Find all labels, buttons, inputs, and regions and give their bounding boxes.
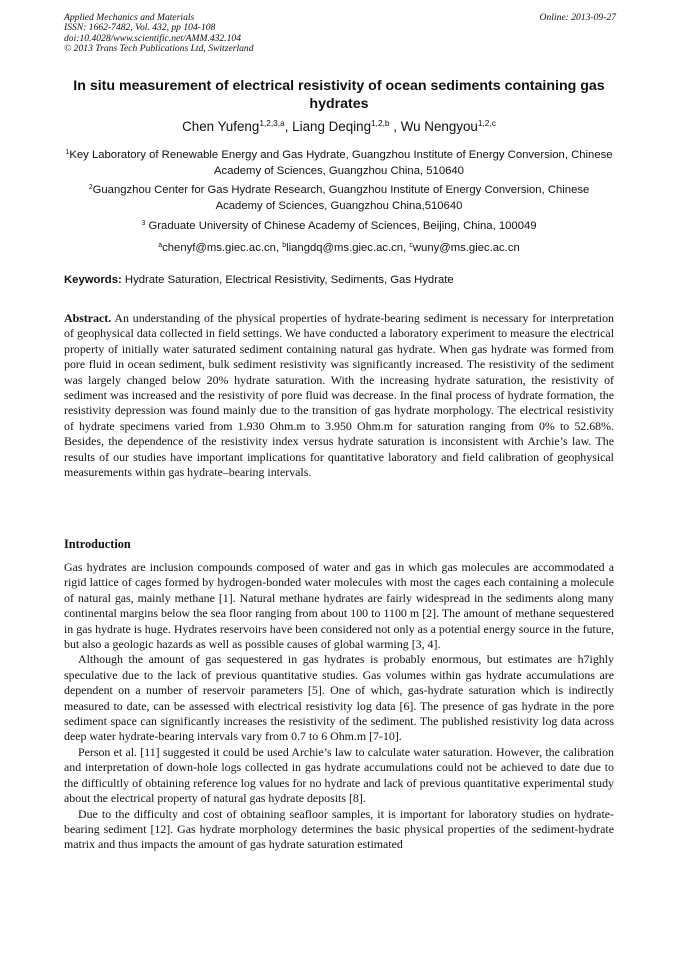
paper-title: In situ measurement of electrical resistivity of ocean sediments containing gas hydrates [73, 78, 605, 112]
affiliation-2 [64, 183, 614, 214]
email-superscript: c [409, 242, 413, 250]
author-separator: , [284, 119, 293, 134]
affiliation-text: Graduate University of Chinese Academy of Sciences, Beijing, China, 100049 [145, 220, 537, 232]
author-superscript: 1,2,3,a [259, 118, 285, 129]
author-list [64, 118, 614, 135]
author-name: Chen Yufeng [182, 119, 260, 134]
abstract-label: Abstract. [64, 311, 112, 325]
email-list [64, 241, 614, 257]
abstract [64, 311, 614, 480]
keywords-line [64, 273, 624, 288]
affiliation-1 [64, 148, 614, 179]
paragraph: Gas hydrates are inclusion compounds composed of water and gas in which gas molecules are accommodated a rigid lattice of cages formed by hydrogen-bonded water molecules with most the cages each containing a molecule of natural gas, mainly methane [1]. Natural methane hydrates are fairly widespread in the sediments along many continental margins below the sea floor ranging from about 100 to 1100 m [2]. The amount of methane sequestered in gas hydrate is huge. Hydrates reservoirs have been considered not only as a potential energy source in the future, but also a geologic hazards as well as possible causes of global warming [3, 4]. [64, 560, 614, 652]
email-superscript: a [158, 242, 163, 250]
keywords-text: Hydrate Saturation, Electrical Resistivity, Sediments, Gas Hydrate [121, 274, 454, 286]
author-separator: , [389, 119, 401, 134]
abstract-text: An understanding of the physical properties of hydrate-bearing sediment is necessary for interpretation of geophysical data collected in field settings. We have conducted a laboratory experiment to measure the electrical property of initially water saturated sediment containing natural gas hydrate. When gas hydrate was formed from pore fluid in ocean sediment, bulk sediment resistivity was significantly increased. The resistivity of the sediment was largely changed below 20% hydrate saturation. With the increasing hydrate saturation, the resistivity of sediment was increased and the resistivity of pore fluid was decrease. In the final process of hydrate formation, the resistivity depression was found mainly due to the transition of gas hydrate morphology. The electrical resistivity of hydrate specimens varied from 1.930 Ohm.m to 3.950 Ohm.m for saturation ranging from 0% to 52.68%. Besides, the dependence of the resistivity index versus hydrate saturation is inconsistent with Archie’s law. The results of our studies have important implications for quantitative laboratory and field calibration of geophysical measurements within gas hydrate–bearing intervals. [64, 311, 614, 480]
affiliation-superscript: 2 [88, 184, 93, 192]
affiliation-superscript: 3 [141, 220, 146, 228]
affiliation-3 [64, 219, 614, 235]
doi-line: doi:10.4028/www.scientific.net/AMM.432.104 [64, 32, 242, 44]
affiliation-text: Guangzhou Center for Gas Hydrate Research, Guangzhou Institute of Energy Conversion, Chinese Academy of Sciences, Guangzhou China,510640 [92, 184, 590, 212]
journal-name: Applied Mechanics and Materials [64, 12, 195, 23]
issn-line: ISSN: 1662-7482, Vol. 432, pp 104-108 [64, 22, 216, 34]
online-date: Online: 2013-09-27 [539, 12, 616, 23]
keywords-label: Keywords: [64, 274, 122, 286]
paragraph: Due to the difficulty and cost of obtaining seafloor samples, it is important for laboratory studies on hydrate-bearing sediment [12]. Gas hydrate morphology determines the basic physical properties of the sediment-hydrate matrix and thus impacts the amount of gas hydrate saturation estimated [64, 806, 614, 852]
journal-header [64, 13, 616, 55]
email-address: chenyf@ms.giec.ac.cn [162, 242, 276, 254]
email-superscript: b [282, 242, 287, 250]
copyright-line: © 2013 Trans Tech Publications Ltd, Switzerland [64, 43, 254, 55]
author-superscript: 1,2,c [477, 118, 496, 129]
introduction-body [64, 560, 614, 853]
paragraph: Although the amount of gas sequestered in gas hydrates is probably enormous, but estimates are h7ighly speculative due to the lack of previous quantitative studies. Gas volumes within gas hydrate accumulations are dependent on a number of reservoir parameters [5]. One of which, gas-hydrate saturation which is indirectly measured to date, can be assessed with electrical resistivity log data [6]. The presence of gas hydrate in the pore sediment space can significantly increases the resistivity of the sediment. The published resistivity log data across deep water hydrate-bearing intervals vary from 0.7 to 6 Ohm.m [7-10]. [64, 652, 614, 744]
section-heading-introduction: Introduction [64, 537, 131, 551]
email-separator: , [403, 242, 410, 254]
author-name: Wu Nengyou [400, 119, 478, 134]
email-address: wuny@ms.giec.ac.cn [412, 242, 520, 254]
affiliation-superscript: 1 [65, 149, 70, 157]
author-superscript: 1,2,b [371, 118, 390, 129]
author-name: Liang Deqing [292, 119, 372, 134]
email-address: liangdq@ms.giec.ac.cn [286, 242, 404, 254]
affiliation-text: Key Laboratory of Renewable Energy and Gas Hydrate, Guangzhou Institute of Energy Conversion, Chinese Academy of Sciences, Guangzhou China, 510640 [69, 149, 613, 177]
email-separator: , [275, 242, 283, 254]
paragraph: Person et al. [11] suggested it could be used Archie’s law to calculate water saturation. However, the calibration and interpretation of down-hole logs collected in gas hydrate accumulations could not be achieved to date due to the difficultly of obtaining reference log values for no hydrate and lack of previous quantitative experimental study about the electrical property of natural gas hydrate deposits [8]. [64, 744, 614, 806]
